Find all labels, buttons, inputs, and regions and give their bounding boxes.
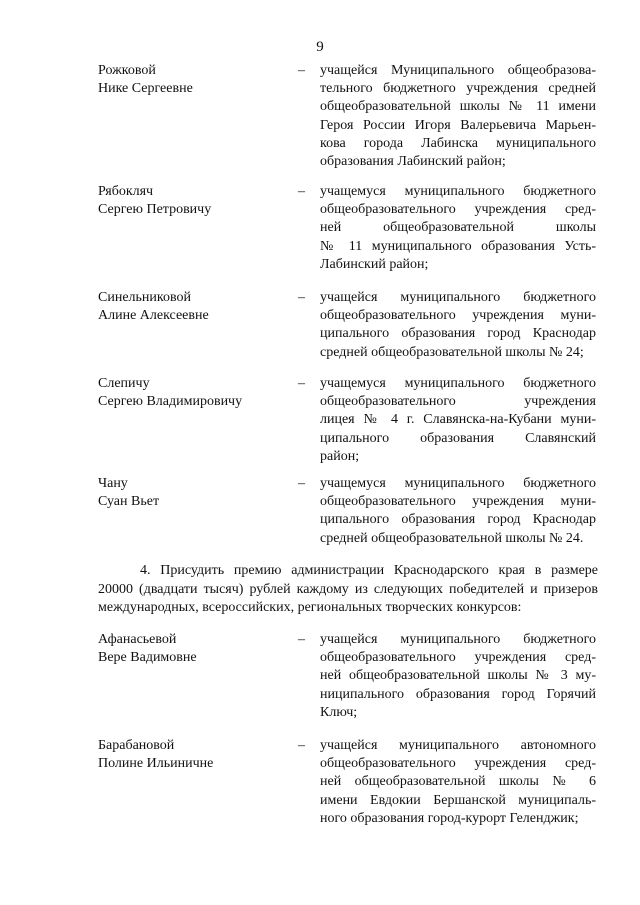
page-number: 9 xyxy=(316,39,324,55)
entry-dash: – xyxy=(298,632,305,647)
entry-dash: – xyxy=(298,476,305,491)
recipient-given-name: Нике Сергеевне xyxy=(98,81,193,97)
entry-dash: – xyxy=(298,290,305,305)
description-line: № 11 муниципального образования Усть- xyxy=(320,238,596,254)
recipient-given-name: Алине Алексеевне xyxy=(98,308,209,324)
description-line: ного образования город-курорт Геленджик; xyxy=(320,810,579,826)
paragraph-4-award-decision xyxy=(98,562,598,618)
description-line: ниципального образования город Горячий xyxy=(320,686,596,702)
recipient-name xyxy=(98,289,288,325)
description-line: ней общеобразовательной школы № 6 xyxy=(320,774,596,790)
description-line: имени Евдокии Бершанской муниципаль- xyxy=(320,792,596,808)
description-line: лицея № 4 г. Славянска-на-Кубани муни- xyxy=(320,412,596,428)
recipient-surname: Рожковой xyxy=(98,63,156,78)
description-line: кова города Лабинска муниципального xyxy=(320,135,596,151)
description-line: ципального образования город Краснодар xyxy=(320,512,596,528)
recipient-surname: Синельниковой xyxy=(98,290,191,305)
paragraph-line: международных, всероссийских, региональных творческих конкурсов: xyxy=(98,600,522,616)
description-line: учащейся муниципального бюджетного xyxy=(320,632,596,647)
description-line: общеобразовательного учреждения сред- xyxy=(320,756,596,772)
recipient-description xyxy=(320,62,596,171)
recipient-given-name: Сергею Петровичу xyxy=(98,202,212,218)
description-line: учащемуся муниципального бюджетного xyxy=(320,184,596,199)
description-line: ципального образования город Краснодар xyxy=(320,326,596,342)
recipient-surname: Чану xyxy=(98,476,128,491)
description-line: Ключ; xyxy=(320,704,358,720)
recipient-description xyxy=(320,183,596,274)
recipient-description xyxy=(320,475,596,548)
recipient-surname: Слепичу xyxy=(98,376,150,391)
paragraph-line: 4. Присудить премию администрации Краснодарского края в размере xyxy=(140,563,598,578)
description-line: Лабинский район; xyxy=(320,256,429,272)
recipient-name xyxy=(98,475,288,511)
description-line: тельного бюджетного учреждения средней xyxy=(320,81,596,97)
entry-dash: – xyxy=(298,63,305,78)
entry-dash: – xyxy=(298,184,305,199)
recipient-name xyxy=(98,62,288,98)
recipient-given-name: Суан Вьет xyxy=(98,494,160,510)
recipient-surname: Афанасьевой xyxy=(98,632,177,647)
recipient-name xyxy=(98,631,288,667)
paragraph-line: 20000 (двадцати тысяч) рублей каждому из следующих победителей и призеров xyxy=(98,581,598,597)
description-line: средней общеобразовательной школы № 24; xyxy=(320,344,584,360)
recipient-name xyxy=(98,737,288,773)
description-line: средней общеобразовательной школы № 24. xyxy=(320,530,584,546)
description-line: учащемуся муниципального бюджетного xyxy=(320,476,596,491)
description-line: учащейся Муниципального общеобразова- xyxy=(320,63,596,78)
recipient-description xyxy=(320,631,596,722)
recipient-description xyxy=(320,289,596,362)
entry-dash: – xyxy=(298,738,305,753)
description-line: ципального образования Славянский xyxy=(320,430,596,446)
description-line: общеобразовательного учреждения xyxy=(320,394,596,410)
recipient-description xyxy=(320,375,596,466)
description-line: общеобразовательного учреждения муни- xyxy=(320,308,596,324)
description-line: учащейся муниципального бюджетного xyxy=(320,290,596,305)
description-line: общеобразовательной школы № 11 имени xyxy=(320,99,596,115)
recipient-given-name: Сергею Владимировичу xyxy=(98,394,243,410)
recipient-name xyxy=(98,183,288,219)
description-line: Героя России Игоря Валерьевича Марьен- xyxy=(320,117,596,133)
recipient-description xyxy=(320,737,596,828)
description-line: учащейся муниципального автономного xyxy=(320,738,596,753)
description-line: ней общеобразовательной школы xyxy=(320,220,596,236)
recipient-surname: Рябокляч xyxy=(98,184,154,199)
recipient-surname: Барабановой xyxy=(98,738,175,753)
description-line: ней общеобразовательной школы № 3 му- xyxy=(320,668,596,684)
description-line: общеобразовательного учреждения сред- xyxy=(320,202,596,218)
recipient-name xyxy=(98,375,288,411)
recipient-given-name: Вере Вадимовне xyxy=(98,650,197,666)
description-line: учащемуся муниципального бюджетного xyxy=(320,376,596,391)
recipient-given-name: Полине Ильиничне xyxy=(98,756,214,772)
description-line: общеобразовательного учреждения муни- xyxy=(320,494,596,510)
description-line: общеобразовательного учреждения сред- xyxy=(320,650,596,666)
description-line: образования Лабинский район; xyxy=(320,154,506,170)
entry-dash: – xyxy=(298,376,305,391)
description-line: район; xyxy=(320,448,360,464)
